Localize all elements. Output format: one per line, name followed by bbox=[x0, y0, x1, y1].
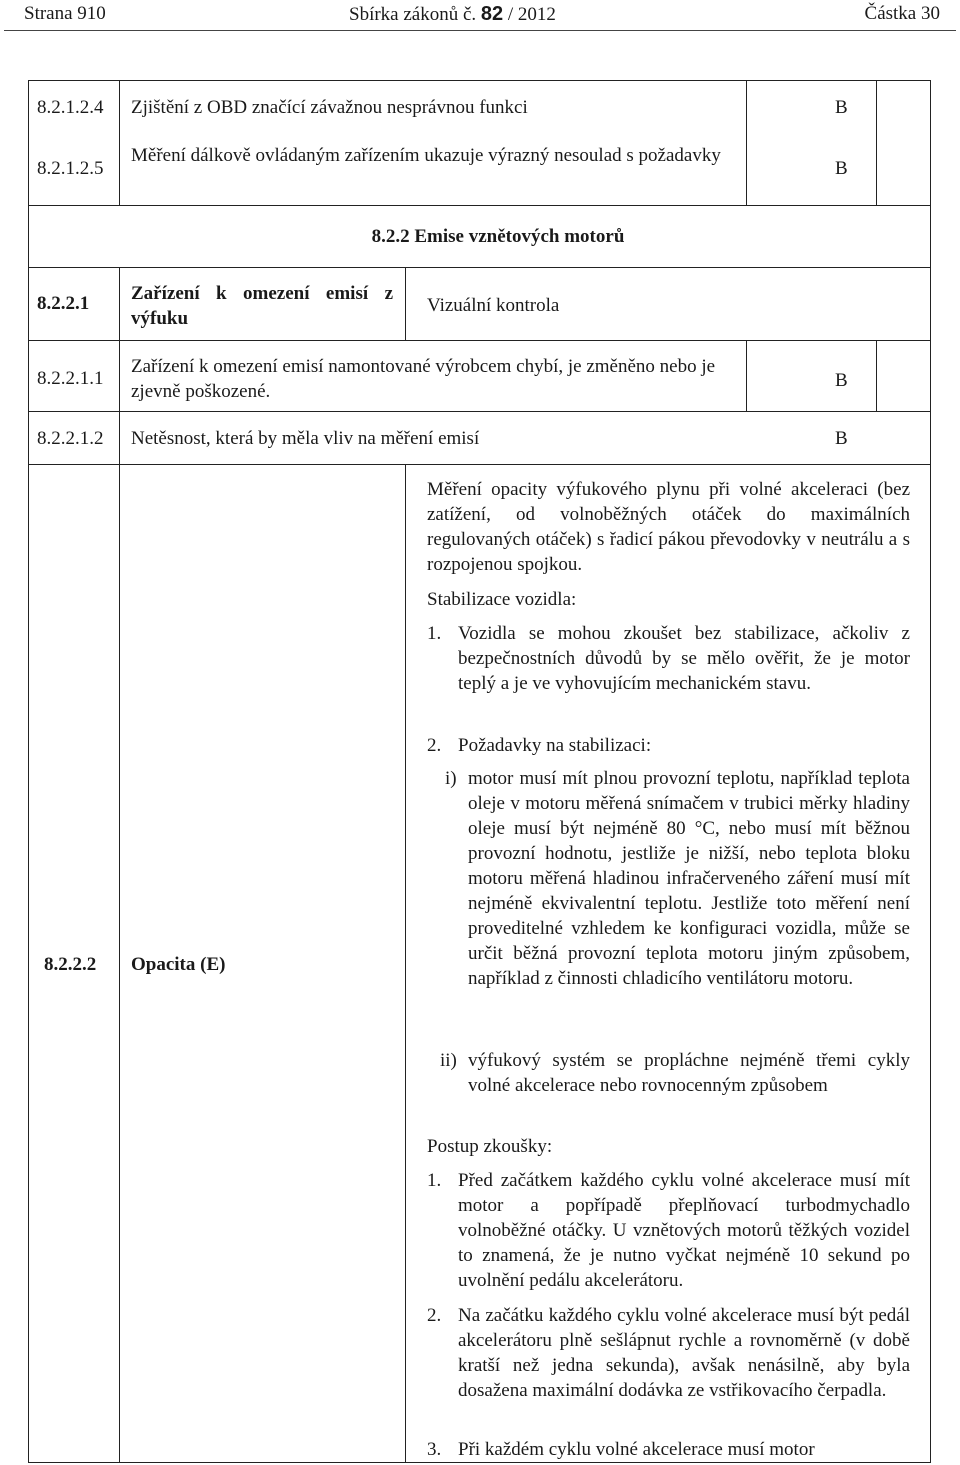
page-header bbox=[4, 0, 956, 31]
row-text: Netěsnost, která by měla vliv na měření emisí bbox=[131, 428, 480, 449]
row-number: 8.2.2.1.1 bbox=[37, 368, 104, 389]
row-grade: B bbox=[835, 370, 848, 391]
row-number: 8.2.1.2.5 bbox=[37, 158, 104, 179]
stabilization-heading: Stabilizace vozidla: bbox=[427, 589, 577, 610]
row-grade: B bbox=[835, 158, 848, 179]
section-title: 8.2.2 Emise vznětových motorů bbox=[371, 226, 625, 247]
row-text: Zjištění z OBD značící závažnou nesprávnou funkci bbox=[131, 97, 528, 118]
method-intro: Měření opacity výfukového plynu při volné akceleraci (bez zatížení, od volnoběžných otáček do maximálních regulovaných otáček) s řadicí pákou převodovky v neutrálu a s rozpojenou spojkou. bbox=[427, 479, 910, 575]
part-number: Částka 30 bbox=[864, 3, 940, 24]
list-item: ii) výfukový systém se propláchne nejméně třemi cykly volné akcelerace nebo rovnocenným způsobem bbox=[440, 1050, 910, 1096]
row-number: 8.2.1.2.4 bbox=[37, 97, 104, 118]
list-item: 2. Na začátku každého cyklu volné akcelerace musí být pedál akcelerátoru plně sešlápnut rychle a rovnoměrně (v době kratší než jedna sekunda), avšak nenásilně, aby byla dosažena maximální dodávka ze vstřikovacího čerpadla. bbox=[427, 1305, 910, 1401]
collection-title: Sbírka zákonů č. 82 / 2012 bbox=[349, 3, 556, 25]
list-item: 1. Vozidla se mohou zkoušet bez stabilizace, ačkoliv z bezpečnostních důvodů by se mělo ověřit, že je motor teplý a je ve vyhovujícím mechanickém stavu. bbox=[427, 623, 910, 694]
row-text: Měření dálkově ovládaným zařízením ukazuje výrazný nesoulad s požadavky bbox=[131, 145, 721, 166]
procedure-heading: Postup zkoušky: bbox=[427, 1136, 553, 1157]
list-item: 2. Požadavky na stabilizaci: bbox=[427, 735, 652, 756]
inspection-method: Vizuální kontrola bbox=[427, 295, 560, 316]
row-number: 8.2.2.1.2 bbox=[37, 428, 104, 449]
list-item: i) motor musí mít plnou provozní teplotu, například teplota oleje v motoru měřená snímačem v trubici měrky hladiny oleje musí být nejméně 80 °C, nebo musí mít běžnou provozní hodnotu, jestliže je nižší, nebo teplota bloku motoru měřená hladinou infračerveného záření musí mít nejméně ekvivalentní teplotu. Jestliže toto měření není proveditelné vzhledem ke konfiguraci vozidla, může se určit běžná provozní teplota motoru jiným způsobem, například z činnosti chladicího ventilátoru motoru. bbox=[445, 768, 910, 989]
list-item: 1. Před začátkem každého cyklu volné akcelerace musí mít motor a popřípadě přeplňovací turbodmychadlo volnoběžné otáčky. U vznětových motorů těžkých vozidel to znamená, že je nutno vyčkat nejméně 10 sekund po uvolnění pedálu akcelerátoru. bbox=[427, 1170, 910, 1291]
row-text: Zařízení k omezení emisí namontované výrobcem chybí, je změněno nebo je zjevně poškozené. bbox=[131, 356, 716, 402]
page-number: Strana 910 bbox=[24, 3, 106, 24]
item-number: 8.2.2.2 bbox=[44, 954, 97, 975]
item-name: Opacita (E) bbox=[131, 954, 226, 975]
item-name: Zařízení k omezení emisí z výfuku bbox=[131, 283, 393, 329]
row-grade: B bbox=[835, 97, 848, 118]
list-item: 3. Při každém cyklu volné akcelerace musí motor bbox=[427, 1439, 815, 1460]
row-grade: B bbox=[835, 428, 848, 449]
item-number: 8.2.2.1 bbox=[37, 293, 90, 314]
